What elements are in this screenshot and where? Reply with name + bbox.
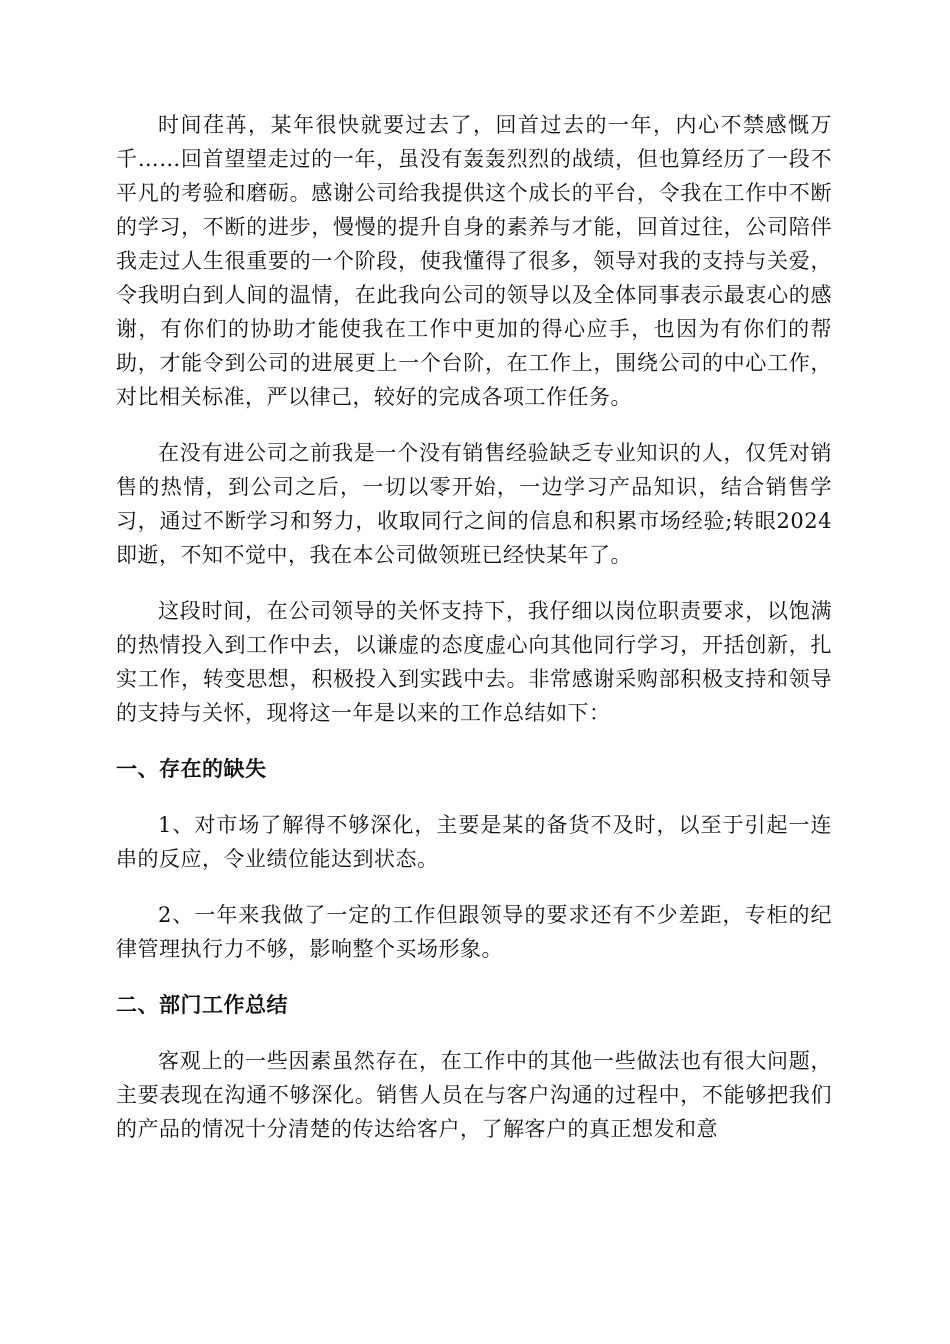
shortcoming-item-1: 1、对市场了解得不够深化，主要是某的备货不及时，以至于引起一连串的反应，令业绩位能达到状态。 xyxy=(116,813,832,871)
paragraph-gap xyxy=(116,966,832,988)
section-heading-department-summary: 二、部门工作总结 xyxy=(116,993,288,1017)
section-heading-shortcomings: 一、存在的缺失 xyxy=(116,757,267,781)
background-paragraph: 在没有进公司之前我是一个没有销售经验缺乏专业知识的人，仅凭对销售的热情，到公司之后，一切以零开始，一边学习产品知识，结合销售学习，通过不断学习和努力，收取同行之间的信息和积累市场经验;转眼2024即逝，不知不觉中，我在本公司做领班已经快某年了。 xyxy=(116,441,832,567)
paragraph-gap xyxy=(116,786,832,808)
summary-intro-paragraph: 这段时间，在公司领导的关怀支持下，我仔细以岗位职责要求，以饱满的热情投入到工作中去，以谦虚的态度虚心向其他同行学习，开括创新，扎实工作，转变思想，积极投入到实践中去。非常感谢采购部积极支持和领导的支持与关怀，现将这一年是以来的工作总结如下： xyxy=(116,599,832,725)
paragraph-gap xyxy=(116,414,832,436)
intro-paragraph: 时间荏苒，某年很快就要过去了，回首过去的一年，内心不禁感慨万千……回首望望走过的一年，虽没有轰轰烈烈的战绩，但也算经历了一段不平凡的考验和磨砺。感谢公司给我提供这个成长的平台，令我在工作中不断的学习，不断的进步，慢慢的提升自身的素养与才能，回首过往，公司陪伴我走过人生很重要的一个阶段，使我懂得了很多，领导对我的支持与关爱，令我明白到人间的温情，在此我向公司的领导以及全体同事表示最衷心的感谢，有你们的协助才能使我在工作中更加的得心应手，也因为有你们的帮助，才能令到公司的进展更上一个台阶，在工作上，围绕公司的中心工作，对比相关标准，严以律己，较好的完成各项工作任务。 xyxy=(116,113,832,409)
paragraph-gap xyxy=(116,876,832,898)
paragraph-gap xyxy=(116,572,832,594)
paragraph-gap xyxy=(116,730,832,752)
shortcoming-item-2: 2、一年来我做了一定的工作但跟领导的要求还有不少差距，专柜的纪律管理执行力不够，影响整个买场形象。 xyxy=(116,903,832,961)
department-summary-paragraph: 客观上的一些因素虽然存在，在工作中的其他一些做法也有很大问题，主要表现在沟通不够深化。销售人员在与客户沟通的过程中，不能够把我们的产品的情况十分清楚的传达给客户，了解客户的真正想发和意 xyxy=(116,1049,832,1141)
paragraph-gap xyxy=(116,1022,832,1044)
